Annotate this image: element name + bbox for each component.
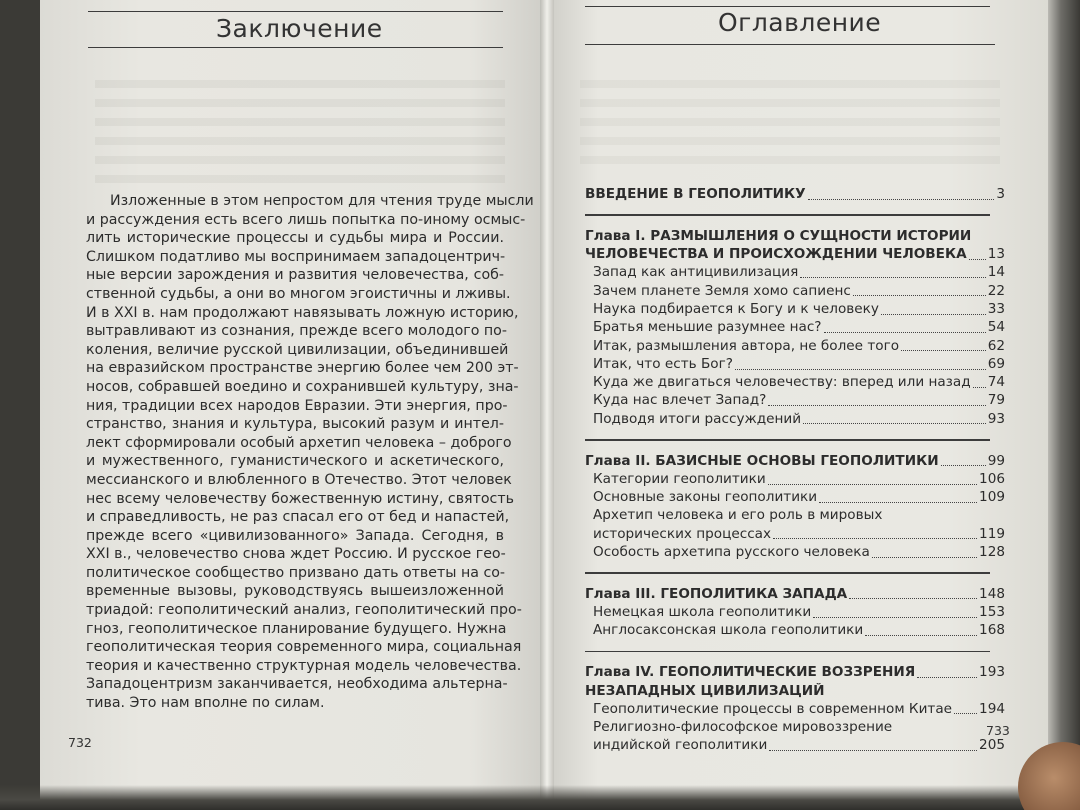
toc-entry [585,507,1005,525]
toc-entry [585,604,1005,622]
toc-page-number: 128 [979,544,1005,561]
toc-entry-title: Категории геополитики [593,470,766,487]
text-line: странство, знания и культура, высокий разум и интел- [86,416,504,433]
toc-entry-title: НЕЗАПАДНЫХ ЦИВИЛИЗАЦИЙ [585,682,825,699]
bleed-through-text [580,80,1000,170]
toc-entry-title: ЧЕЛОВЕЧЕСТВА И ПРОИСХОЖДЕНИИ ЧЕЛОВЕКА [585,246,967,263]
text-line: вытравливают из сознания, прежде всего молодого по- [86,323,507,340]
text-line: тива. Это нам вполне по силам. [86,695,325,712]
toc-dot-leader [941,465,986,466]
conclusion-text [86,192,534,713]
page-number: 733 [986,723,1010,738]
text-line: ственной судьбы, а они во многом эгоистичны и лживы. [86,285,511,302]
toc-entry [585,526,1005,544]
toc-page-number: 54 [987,319,1005,336]
toc-dot-leader [849,598,977,599]
toc-entry-title: Глава II. БАЗИСНЫЕ ОСНОВЫ ГЕОПОЛИТИКИ [585,452,939,469]
toc-entry [585,356,1005,374]
toc-page-number: 194 [979,700,1005,717]
page-heading: Заключение [216,14,383,43]
toc-dot-leader [917,677,977,678]
text-line: лить исторические процессы и судьбы мира и России. [86,230,504,247]
text-line: носов, собравшей воедино и сохранившей культуру, зна- [86,378,519,395]
toc-section [585,664,1005,755]
toc-dot-leader [969,259,986,260]
text-line: теория и качественно структурная модель человечества. [86,657,522,674]
toc-entry-title: Куда же двигаться человечеству: вперед или назад [593,374,971,391]
toc-chapter-line [585,453,1005,471]
toc-chapter-line [585,683,1005,701]
toc-entry-title: Англосаксонская школа геополитики [593,622,864,639]
toc-page-number: 69 [987,355,1005,372]
text-line: Слишком податливо мы воспринимаем западоцентрич- [86,248,506,265]
toc-entry-title: Архетип человека и его роль в мировых [593,507,883,524]
toc-section [585,586,1005,641]
text-line: Изложенные в этом непростом для чтения труде мысли [110,193,534,209]
heading-rule-bottom [585,44,995,45]
page-edge [1048,0,1080,810]
toc-page-number: 22 [987,282,1005,299]
bleed-through-text [95,80,505,190]
heading-rule-top [88,11,503,12]
toc-dot-leader [901,350,986,351]
toc-entry [585,319,1005,337]
toc-dot-leader [735,369,986,370]
text-line: Западоцентризм заканчивается, необходима альтерна- [86,676,508,693]
text-line: И в XXI в. нам продолжают навязывать ложную историю, [86,304,519,321]
toc-separator [585,651,990,653]
toc-page-number: 33 [987,300,1005,317]
toc-page-number: 99 [987,452,1005,469]
toc-entry [585,392,1005,410]
toc-page-number: 106 [979,470,1005,487]
toc-dot-leader [881,314,986,315]
toc-page-number: 93 [987,410,1005,427]
toc-page-number: 3 [996,186,1005,202]
page-heading: Оглавление [718,8,882,37]
heading-rule-top [585,6,990,7]
toc-entry [585,338,1005,356]
text-line: триадой: геополитический анализ, геополитический про- [86,602,522,619]
text-line: ные версии зарождения и развития человечества, соб- [86,267,504,284]
toc-page-number: 79 [987,392,1005,409]
toc-page-number: 205 [979,737,1005,754]
toc-separator [585,572,990,574]
toc-entry-title: Запад как антицивилизация [593,264,799,281]
toc-dot-leader [824,332,986,333]
toc-entry-title: Глава IV. ГЕОПОЛИТИЧЕСКИЕ ВОЗЗРЕНИЯ [585,664,916,681]
toc-chapter-line [585,664,1005,682]
toc-entry-title: Наука подбирается к Богу и к человеку [593,300,879,317]
toc-dot-leader [773,538,977,539]
toc-entry [585,489,1005,507]
toc-dot-leader [973,387,986,388]
toc-dot-leader [768,484,977,485]
table-surface [0,785,1080,810]
toc-entry [585,737,1005,755]
toc-section [585,186,1005,204]
toc-entry-title: Куда нас влечет Запад? [593,392,767,409]
toc-entry [585,544,1005,562]
toc-entry-title: Основные законы геополитики [593,489,818,506]
toc-entry [585,264,1005,282]
toc-page-number: 14 [987,264,1005,281]
toc-page-number: 168 [979,622,1005,639]
toc-page-number: 153 [979,604,1005,621]
text-line: прежде всего «цивилизованного» Запада. Сегодня, в [86,527,504,544]
text-line: ния, традиции всех народов Евразии. Эти энергия, про- [86,397,508,414]
toc-entry-title: Глава III. ГЕОПОЛИТИКА ЗАПАДА [585,585,848,602]
text-line: и справедливость, не раз спасал его от бед и напастей, [86,509,510,526]
text-line: геополитическая теория современного мира, социальная [86,639,522,656]
text-line: мессианского и влюбленного в Отечество. Этот человек [86,471,512,488]
text-line: временные вызовы, руководствуясь вышеизложенной [86,583,504,600]
toc-dot-leader [800,277,985,278]
text-line: и рассуждения есть всего лишь попытка по-иному осмыс- [86,211,526,228]
toc-chapter-line [585,246,1005,264]
toc-entry [585,411,1005,429]
toc-entry [585,471,1005,489]
toc-section [585,228,1005,429]
toc-dot-leader [954,713,977,714]
toc-entry [585,701,1005,719]
toc-page-number: 74 [987,374,1005,391]
toc-page-number: 119 [979,525,1005,542]
toc-entry [585,622,1005,640]
text-line: политическое сообщество призвано дать ответы на со- [86,564,506,581]
toc-page-number: 193 [979,664,1005,681]
toc-entry-title: Зачем планете Земля хомо сапиенс [593,282,851,299]
toc-section [585,453,1005,563]
toc-dot-leader [813,617,977,618]
toc-page-number: 148 [979,585,1005,602]
toc-dot-leader [803,423,986,424]
toc-entry-title: Глава I. РАЗМЫШЛЕНИЯ О СУЩНОСТИ ИСТОРИИ [585,227,972,244]
toc-entry [585,283,1005,301]
text-line: XXI в., человечество снова ждет Россию. И русское гео- [86,546,506,563]
toc-entry-title: Подводя итоги рассуждений [593,410,802,427]
toc-entry-title: Религиозно-философское мировоззрение [593,719,893,736]
text-line: на евразийском пространстве энергию более чем 200 эт- [86,360,519,377]
toc-entry-title: Итак, что есть Бог? [593,355,733,372]
toc-dot-leader [819,502,977,503]
text-line: и мужественного, гуманистического и аскетического, [86,453,504,470]
text-line: коления, величие русской цивилизации, объединившей [86,341,509,358]
toc-dot-leader [865,635,977,636]
toc-entry-title: Особость архетипа русского человека [593,544,870,561]
toc-separator [585,214,990,216]
toc-entry-title: ВВЕДЕНИЕ В ГЕОПОЛИТИКУ [585,186,806,202]
page-number: 732 [68,735,92,750]
text-line: нес всему человечеству божественную истину, святость [86,490,514,507]
toc-entry-title: Братья меньшие разумнее нас? [593,319,822,336]
toc-entry-title: исторических процессах [593,525,772,542]
toc-separator [585,439,990,441]
toc-chapter-line [585,228,1005,246]
toc-dot-leader [853,295,986,296]
text-line: лект сформировали особый архетип человека – доброго [86,434,512,451]
table-of-contents [585,186,1005,764]
toc-entry [585,374,1005,392]
toc-entry [585,719,1005,737]
toc-page-number: 109 [979,489,1005,506]
toc-entry-title: Немецкая школа геополитики [593,604,812,621]
toc-entry-title: Геополитические процессы в современном Китае [593,700,953,717]
toc-dot-leader [872,557,977,558]
toc-entry-title: индийской геополитики [593,737,768,754]
text-line: гноз, геополитическое планирование будущего. Нужна [86,620,507,637]
heading-rule-bottom [88,47,503,48]
toc-dot-leader [769,750,977,751]
toc-chapter-line [585,586,1005,604]
toc-page-number: 13 [987,246,1005,263]
toc-chapter-line [585,186,1005,204]
toc-entry-title: Итак, размышления автора, не более того [593,337,900,354]
toc-entry [585,301,1005,319]
toc-dot-leader [768,405,985,406]
toc-dot-leader [808,199,995,200]
toc-page-number: 62 [987,337,1005,354]
book-gutter [540,0,554,800]
